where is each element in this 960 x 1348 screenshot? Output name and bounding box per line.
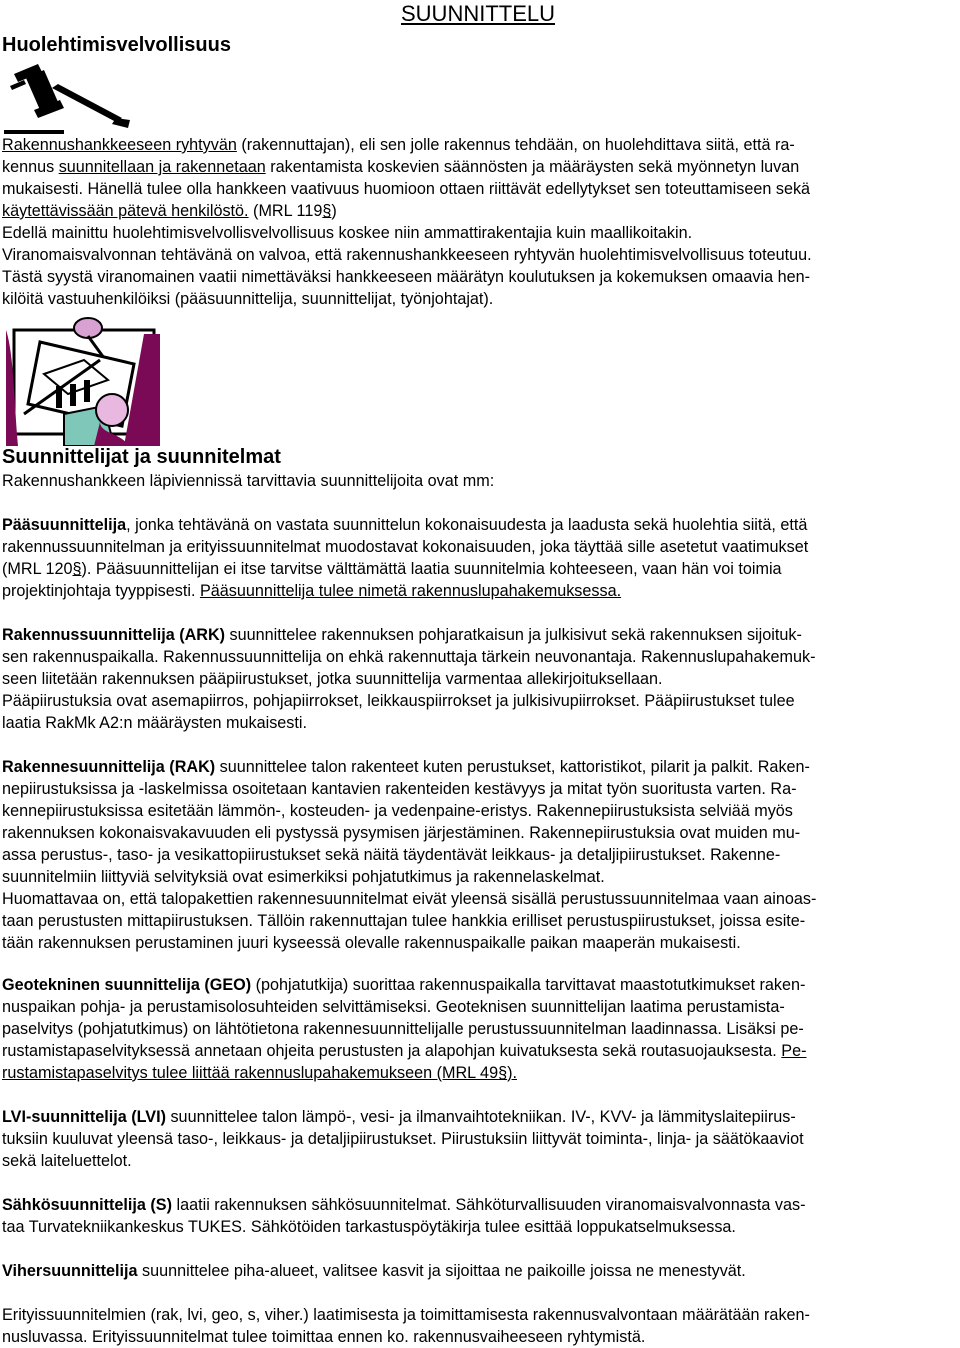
bold-term: Geotekninen suunnittelija (GEO) (2, 976, 252, 994)
text-line: Edellä mainittu huolehtimisvelvollisvelvollisuus koskee niin ammattirakentajia kuin maallikoitakin. (2, 224, 693, 242)
paragraph-geo (2, 974, 956, 1084)
text-line: rakennussuunnitelman ja erityissuunnitelmat muodostavat kokonaisuuden, joka täyttää sille asetetut vaatimukset (2, 538, 809, 556)
text-line: kennepiirustuksissa esitetään lämmön-, kosteuden- ja vedenpaine-eristys. Rakennepiirustuksista selviää myös (2, 802, 793, 820)
paragraph-responsibility (2, 134, 956, 310)
underlined-term: käytettävissään pätevä henkilöstö. (2, 202, 249, 220)
text-line: Viranomaisvalvonnan tehtävänä on valvoa, että rakennushankkeeseen ryhtyvän huolehtimisvelvollisuus toteutuu. (2, 246, 812, 264)
text-line: paselvitys (pohjatutkimus) on lähtötietona rakennesuunnittelijalle perustussuunnitelman laadinnassa. Lisäksi pe- (2, 1020, 804, 1038)
text-run: ) (331, 202, 337, 220)
text-run: suunnittelee piha-alueet, valitsee kasvit ja sijoittaa ne paikoille joissa ne menestyvät. (137, 1262, 746, 1280)
page-title: SUUNNITTELU (401, 1, 556, 26)
text-line: seen liitetään rakennuksen pääpiirustukset, jotka suunnittelija varmentaa allekirjoituksellaan. (2, 670, 663, 688)
text-line: mukaisesti. Hänellä tulee olla hankkeen vaativuus huomioon ottaen riittävät edellytykset sen toteuttamiseen sekä (2, 180, 811, 198)
text-run: suunnittelee talon rakenteet kuten perustukset, kattoristikot, pilarit ja palkit. Raken- (215, 758, 810, 776)
text-run: kennus (2, 158, 59, 176)
text-line: Erityissuunnitelmien (rak, lvi, geo, s, viher.) laatimisesta ja toimittamisesta rakennusvalvontaan määrätään raken- (2, 1306, 810, 1324)
text-line: nuspaikan pohja- ja perustamisolosuhteiden selvittämiseksi. Geoteknisen suunnittelijan laatima perustamista- (2, 998, 785, 1016)
text-line: nepiirustuksissa ja -laskelmissa osoitetaan kantavien rakenteiden kestävyys ja mitat työn suoritusta varten. Ra- (2, 780, 797, 798)
bold-term: Rakennussuunnittelija (ARK) (2, 626, 226, 644)
bold-term: Rakennesuunnittelija (RAK) (2, 758, 216, 776)
underlined-term: Rakennushankkeeseen ryhtyvän (2, 136, 237, 154)
paragraph-erityissuunnitelmat (2, 1304, 956, 1348)
paragraph-viher (2, 1260, 956, 1282)
text-run: (rakennuttajan), eli sen jolle rakennus tehdään, on huolehdittava siitä, että ra- (236, 136, 795, 154)
gavel-icon (4, 62, 134, 134)
text-line: tuksiin kuuluvat yleensä taso-, leikkaus- ja detaljipiirustukset. Piirustuksiin liittyvät toiminta-, linja- ja säätökaaviot (2, 1130, 804, 1148)
bold-term: Sähkösuunnittelija (S) (2, 1196, 172, 1214)
section-sign: § (498, 1064, 508, 1082)
paragraph-paasuunnittelija (2, 514, 956, 602)
text-line: sen rakennuspaikalla. Rakennussuunnittelija on ehkä rakennuttaja tärkein neuvonantaja. Rakennuslupahakemuk- (2, 648, 816, 666)
text-line: nusluvassa. Erityissuunnitelmat tulee toimittaa ennen ko. rakennusvaiheeseen ryhtymistä. (2, 1328, 646, 1346)
drafting-desk-icon (4, 314, 160, 446)
paragraph-ark (2, 624, 956, 734)
text-run: , jonka tehtävänä on vastata suunnittelun kokonaisuudesta ja laadusta sekä huolehtia siitä, että (126, 516, 808, 534)
underlined-term: Pe- (781, 1042, 807, 1060)
bold-term: Pääsuunnittelija (2, 516, 127, 534)
text-line: rakennuksen kokonaisvakavuuden eli pystyssä pysymisen järjestäminen. Rakennepiirustuksia ovat muiden mu- (2, 824, 801, 842)
text-line: taan perustusten mittapiirustuksen. Tällöin rakennuttajan tulee hankkia erilliset perustuspiirustukset, joissa esite- (2, 912, 806, 930)
text-run: suunnittelee talon lämpö-, vesi- ja ilmanvaihtotekniikan. IV-, KVV- ja lämmityslaitepiirus- (165, 1108, 796, 1126)
text-line: taa Turvatekniikankeskus TUKES. Sähkötöiden tarkastuspöytäkirja tulee esittää loppukatselmuksessa. (2, 1218, 736, 1236)
text-line: tään rakennuksen perustaminen juuri kyseessä olevalle rakennuspaikalle paikan maaperän mukaisesti. (2, 934, 741, 952)
underlined-term: suunnitellaan ja rakennetaan (58, 158, 266, 176)
text-line: suunnitelmiin liittyviä selvityksiä ovat esimerkiksi pohjatutkimus ja rakennelaskelmat. (2, 868, 605, 886)
underlined-term: ). (507, 1064, 517, 1082)
text-line: assa perustus-, taso- ja vesikattopiirustukset sekä näitä täydentävät leikkaus- ja detaljipiirustukset. Rakenne- (2, 846, 781, 864)
underlined-term: rustamistapaselvitys tulee liittää rakennuslupahakemukseen (MRL 49 (2, 1064, 499, 1082)
underlined-term: Pääsuunnittelija tulee nimetä rakennuslupahakemuksessa. (199, 582, 622, 600)
text-run: rakentamista koskevien säännösten ja määräysten sekä myönnetyn luvan (265, 158, 800, 176)
text-run: (MRL 120 (2, 560, 73, 578)
text-line: laatia RakMk A2:n määräysten mukaisesti. (2, 714, 307, 732)
text-run: projektinjohtaja tyyppisesti. (2, 582, 200, 600)
text-run: rustamistapaselvityksessä annetaan ohjeita perustusten ja alapohjan kuivatuksesta sekä routasuojauksesta. (2, 1042, 782, 1060)
paragraph-rak (2, 756, 956, 954)
bold-term: LVI-suunnittelija (LVI) (2, 1108, 166, 1126)
text-line: Tästä syystä viranomainen vaatii nimettäväksi hankkeeseen määrätyn koulutuksen ja kokemuksen omaavia hen- (2, 268, 810, 286)
section-sign: § (322, 202, 332, 220)
paragraph-lvi (2, 1106, 956, 1172)
text-line: Pääpiirustuksia ovat asemapiirros, pohjapiirrokset, leikkauspiirrokset ja julkisivupiirrokset. Pääpiirustukset tulee (2, 692, 795, 710)
text-run: laatii rakennuksen sähkösuunnitelmat. Sähköturvallisuuden viranomaisvalvonnasta vas- (172, 1196, 806, 1214)
paragraph-intro (2, 470, 956, 492)
paragraph-sahko (2, 1194, 956, 1238)
bold-term: Vihersuunnittelija (2, 1262, 138, 1280)
text-run: (MRL 119 (248, 202, 323, 220)
section-heading-suunnittelijat: Suunnittelijat ja suunnitelmat (2, 446, 281, 468)
text-run: (pohjatutkija) suorittaa rakennuspaikalla tarvittavat maastotutkimukset raken- (251, 976, 806, 994)
text-line: Rakennushankkeen läpiviennissä tarvittavia suunnittelijoita ovat mm: (2, 472, 495, 490)
text-line: sekä laiteluettelot. (2, 1152, 132, 1170)
section-sign: § (72, 560, 82, 578)
text-run: ). Pääsuunnittelijan ei itse tarvitse välttämättä laatia suunnitelmia kohteeseen, vaan hän voi toimia (81, 560, 782, 578)
text-line: Huomattavaa on, että talopakettien rakennesuunnitelmat eivät yleensä sisällä perustussuunnitelmaa vaan ainoas- (2, 890, 817, 908)
section-heading-huolehtimisvelvollisuus: Huolehtimisvelvollisuus (2, 34, 231, 56)
text-line: kilöitä vastuuhenkilöiksi (pääsuunnittelija, suunnittelijat, työnjohtajat). (2, 290, 494, 308)
text-run: suunnittelee rakennuksen pohjaratkaisun ja julkisivut sekä rakennuksen sijoituk- (225, 626, 802, 644)
